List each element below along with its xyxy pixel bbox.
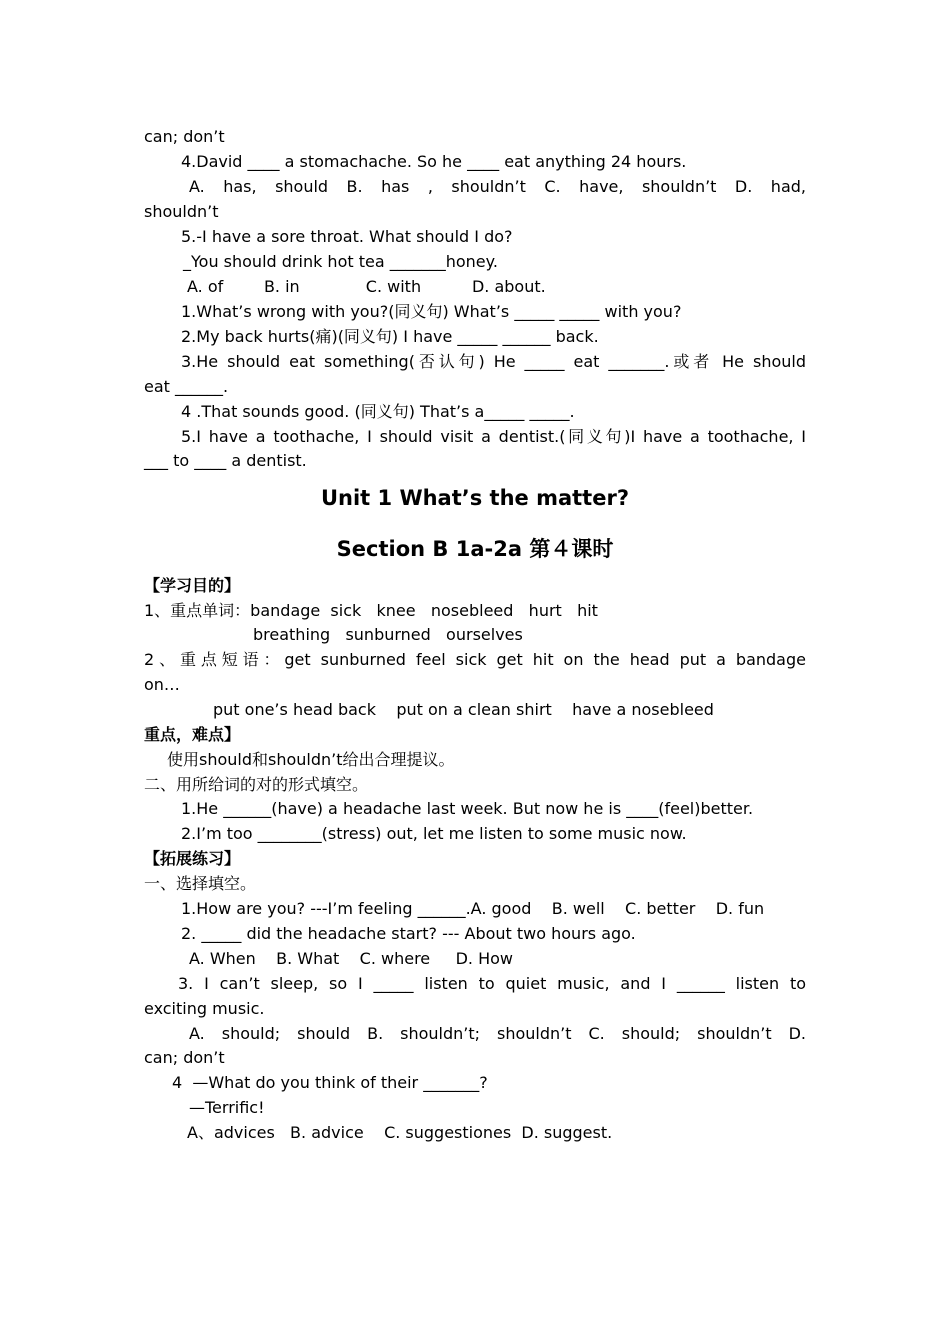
text-line: can; don’t bbox=[144, 127, 225, 146]
text-line: _You should drink hot tea _______honey. bbox=[183, 252, 498, 271]
study-goals-label: 【学习目的】 bbox=[144, 576, 241, 595]
extension-label: 【拓展练习】 bbox=[144, 849, 241, 868]
question-line: 2.I’m too ________(stress) out, let me listen to some music now. bbox=[181, 824, 687, 843]
question-line: 2. _____ did the headache start? --- About two hours ago. bbox=[181, 924, 636, 943]
options-line: A. has, should B. has , shouldn’t C. have, shouldn’t D. had, bbox=[189, 177, 806, 196]
question-line: 2.My back hurts(痛)(同义句) I have _____ ______ back. bbox=[181, 327, 599, 346]
question-line: 3.He should eat something(否认句) He _____ eat _______.或者 He should bbox=[181, 352, 806, 371]
options-line: A. of B. in C. with D. about. bbox=[187, 277, 546, 296]
question-line: 3. I can’t sleep, so I _____ listen to quiet music, and I ______ listen to bbox=[178, 974, 806, 993]
question-line: 4 .That sounds good. (同义句) That’s a_____ _____. bbox=[181, 402, 575, 421]
key-phrases-line: put one’s head back put on a clean shirt have a nosebleed bbox=[213, 700, 714, 719]
question-line: 4.David ____ a stomachache. So he ____ eat anything 24 hours. bbox=[181, 152, 687, 171]
key-points-label: 重点，难点】 bbox=[144, 725, 241, 744]
question-line: 5.-I have a sore throat. What should I do? bbox=[181, 227, 513, 246]
section-title: Section B 1a-2a 第４课时 bbox=[336, 537, 614, 561]
text-line: eat ______. bbox=[144, 377, 229, 396]
text-line: exciting music. bbox=[144, 999, 265, 1018]
key-phrases-line: 2、重点短语：get sunburned feel sick get hit on the head put a bandage bbox=[144, 650, 806, 669]
question-line: 5.I have a toothache, I should visit a dentist.(同义句)I have a toothache, I bbox=[181, 427, 806, 446]
key-points-text: 使用should和shouldn’t给出合理提议。 bbox=[167, 750, 455, 769]
text-line: —Terrific! bbox=[189, 1098, 265, 1117]
part-two-title: 二、用所给词的对的形式填空。 bbox=[144, 775, 369, 794]
options-line: A. When B. What C. where D. How bbox=[189, 949, 513, 968]
part-one-title: 一、选择填空。 bbox=[144, 874, 257, 893]
text-line: ___ to ____ a dentist. bbox=[144, 451, 307, 470]
question-line: 1.What’s wrong with you?(同义句) What’s _____ _____ with you? bbox=[181, 302, 682, 321]
question-line: 4 —What do you think of their _______? bbox=[172, 1073, 488, 1092]
options-line: A. should; should B. shouldn’t; shouldn’t C. should; shouldn’t D. bbox=[189, 1024, 806, 1043]
key-vocab-line: 1、重点单词：bandage sick knee nosebleed hurt hit bbox=[144, 601, 598, 620]
options-line: A、advices B. advice C. suggestiones D. suggest. bbox=[187, 1123, 613, 1142]
key-phrases-line: on… bbox=[144, 675, 180, 694]
unit-title: Unit 1 What’s the matter? bbox=[320, 486, 630, 510]
question-line: 1.How are you? ---I’m feeling ______.A. good B. well C. better D. fun bbox=[181, 899, 765, 918]
key-vocab-line: breathing sunburned ourselves bbox=[253, 625, 523, 644]
text-line: can; don’t bbox=[144, 1048, 225, 1067]
text-line: shouldn’t bbox=[144, 202, 219, 221]
question-line: 1.He ______(have) a headache last week. But now he is ____(feel)better. bbox=[181, 799, 754, 818]
